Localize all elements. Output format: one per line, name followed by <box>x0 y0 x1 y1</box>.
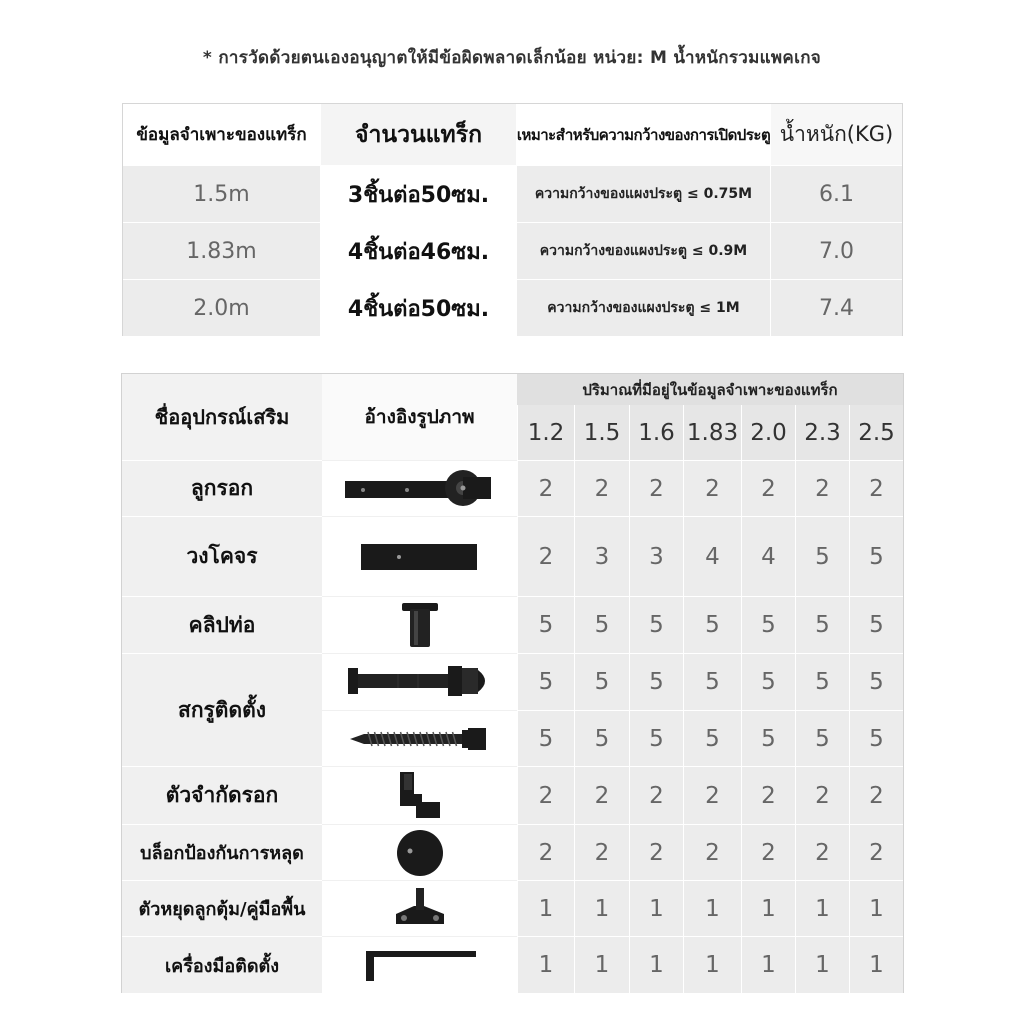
quantity-cell <box>574 766 629 824</box>
accessory-name-cell <box>122 516 322 596</box>
quantity-value: 4 <box>705 543 720 570</box>
quantity-cell <box>574 880 629 936</box>
quantity-value: 5 <box>649 612 664 638</box>
quantity-value: 1 <box>705 895 720 922</box>
quantity-value: 5 <box>594 669 610 695</box>
spec-row <box>123 280 902 336</box>
quantity-value: 1 <box>594 952 610 978</box>
allen-key-icon <box>322 936 517 993</box>
size-header-cell <box>574 405 629 460</box>
quantity-value: 2 <box>761 475 776 502</box>
quantity-value: 2 <box>761 839 776 866</box>
quantity-value: 2 <box>869 475 884 502</box>
quantity-value: 1 <box>649 895 664 922</box>
quantity-value: 5 <box>538 725 554 752</box>
accessory-name-cell <box>122 596 322 653</box>
spec-width-value: ความกว้างของแผงประตู ≤ 1M <box>547 300 740 316</box>
spec-length <box>123 280 321 336</box>
quantity-value: 2 <box>594 839 610 866</box>
quantity-cell <box>683 653 741 710</box>
spec-weight <box>771 223 902 280</box>
quantity-value: 5 <box>869 725 884 752</box>
quantity-cell <box>795 880 849 936</box>
quantity-cell <box>683 596 741 653</box>
accessory-header-name-label: ชื่ออุปกรณ์เสริม <box>154 405 290 429</box>
track-rail-icon <box>322 516 517 596</box>
spec-count <box>321 280 517 336</box>
quantity-value: 2 <box>869 839 884 866</box>
quantity-value: 5 <box>869 669 884 695</box>
quantity-value: 5 <box>705 725 720 752</box>
quantity-cell <box>683 516 741 596</box>
size-header-label: 1.6 <box>638 419 675 446</box>
quantity-cell <box>574 516 629 596</box>
quantity-cell <box>683 936 741 993</box>
quantity-cell <box>741 460 795 516</box>
spec-length-value: 1.83m <box>186 238 257 264</box>
quantity-cell <box>517 516 574 596</box>
spec-count-value: 4ชิ้นต่อ50ซม. <box>347 296 490 322</box>
quantity-cell <box>741 766 795 824</box>
spec-header-weight <box>771 104 902 166</box>
spec-width <box>517 223 771 280</box>
quantity-cell <box>741 880 795 936</box>
accessory-name: วงโคจร <box>186 544 258 568</box>
spec-count-value: 3ชิ้นต่อ50ซม. <box>347 182 490 208</box>
quantity-cell <box>741 653 795 710</box>
quantity-cell <box>629 596 683 653</box>
quantity-cell <box>849 710 903 766</box>
quantity-cell <box>849 460 903 516</box>
spec-header-count <box>321 104 517 166</box>
spec-width-value: ความกว้างของแผงประตู ≤ 0.75M <box>534 186 753 202</box>
spec-header-length-label: ข้อมูลจำเพาะของแทร็ก <box>136 125 307 145</box>
size-header-cell <box>795 405 849 460</box>
accessory-name: คลิปท่อ <box>188 612 256 637</box>
quantity-value: 1 <box>649 952 664 978</box>
accessory-name-cell <box>122 766 322 824</box>
quantity-cell <box>795 516 849 596</box>
quantity-cell <box>574 710 629 766</box>
quantity-value: 5 <box>761 612 776 638</box>
spec-width <box>517 280 771 336</box>
quantity-cell <box>517 766 574 824</box>
quantity-value: 2 <box>869 782 884 809</box>
quantity-cell <box>629 824 683 880</box>
quantity-cell <box>517 936 574 993</box>
quantity-value: 1 <box>705 952 720 978</box>
quantity-value: 5 <box>761 725 776 752</box>
accessory-name: ลูกรอก <box>190 476 254 500</box>
quantity-cell <box>574 460 629 516</box>
quantity-value: 2 <box>538 475 554 502</box>
quantity-value: 2 <box>815 475 830 502</box>
spec-length <box>123 166 321 223</box>
quantity-value: 2 <box>815 839 830 866</box>
measurement-note: * การวัดด้วยตนเองอนุญาตให้มีข้อผิดพลาดเล็กน้อย หน่วย: M น้ำหนักรวมแพคเกจ <box>202 48 822 68</box>
spec-header-width <box>517 104 771 166</box>
quantity-value: 2 <box>538 839 554 866</box>
quantity-value: 5 <box>869 543 884 570</box>
quantity-cell <box>741 936 795 993</box>
spacer-clip-icon <box>322 596 517 653</box>
size-header-label: 2.5 <box>858 419 895 446</box>
quantity-cell <box>517 824 574 880</box>
quantity-cell <box>683 824 741 880</box>
quantity-cell <box>574 824 629 880</box>
quantity-value: 5 <box>869 612 884 638</box>
quantity-cell <box>574 596 629 653</box>
quantity-cell <box>683 460 741 516</box>
quantity-value: 1 <box>869 895 884 922</box>
accessory-name: สกรูติดตั้ง <box>178 697 266 722</box>
spec-row <box>123 223 902 280</box>
accessory-name: เครื่องมือติดตั้ง <box>165 955 279 977</box>
quantity-cell <box>741 824 795 880</box>
quantity-cell <box>629 653 683 710</box>
quantity-value: 3 <box>594 543 610 570</box>
quantity-value: 2 <box>649 475 664 502</box>
quantity-cell <box>629 880 683 936</box>
accessory-header-image <box>322 374 517 460</box>
quantity-value: 3 <box>649 543 664 570</box>
quantity-value: 4 <box>761 543 776 570</box>
size-header-label: 1.5 <box>583 419 621 446</box>
quantity-value: 5 <box>815 725 830 752</box>
quantity-cell <box>741 516 795 596</box>
quantity-value: 2 <box>594 782 610 809</box>
quantity-cell <box>741 710 795 766</box>
track-spec-table <box>122 103 903 336</box>
quantity-cell <box>795 824 849 880</box>
spec-weight <box>771 280 902 336</box>
quantity-cell <box>574 653 629 710</box>
quantity-value: 2 <box>815 782 830 809</box>
quantity-value: 1 <box>594 895 610 922</box>
floor-guide-icon <box>322 880 517 936</box>
quantity-value: 5 <box>815 543 830 570</box>
roller-hanger-icon <box>322 460 517 516</box>
spec-header-row <box>123 104 902 166</box>
spec-weight <box>771 166 902 223</box>
quantity-cell <box>517 653 574 710</box>
quantity-cell <box>849 824 903 880</box>
spec-length-value: 1.5m <box>193 181 250 207</box>
accessory-name-cell <box>122 460 322 516</box>
quantity-cell <box>629 936 683 993</box>
size-header-cell <box>517 405 574 460</box>
quantity-cell <box>683 710 741 766</box>
quantity-cell <box>629 460 683 516</box>
quantity-value: 5 <box>705 612 720 638</box>
spec-length <box>123 223 321 280</box>
quantity-cell <box>683 880 741 936</box>
size-header-cell <box>629 405 683 460</box>
accessory-name-cell <box>122 880 322 936</box>
quantity-cell <box>517 880 574 936</box>
spec-count <box>321 223 517 280</box>
quantity-value: 2 <box>705 475 720 502</box>
spec-weight-value: 7.0 <box>819 238 854 264</box>
spec-width-value: ความกว้างของแผงประตู ≤ 0.9M <box>539 243 748 259</box>
quantity-value: 1 <box>538 952 554 978</box>
quantity-value: 5 <box>594 725 610 752</box>
quantity-cell <box>741 596 795 653</box>
quantity-cell <box>849 766 903 824</box>
quantity-cell <box>849 936 903 993</box>
quantity-cell <box>849 516 903 596</box>
accessory-table <box>121 373 904 993</box>
spec-length-value: 2.0m <box>193 295 250 321</box>
size-header-label: 2.0 <box>750 419 787 446</box>
quantity-value: 2 <box>538 782 554 809</box>
quantity-value: 5 <box>705 669 720 695</box>
quantity-cell <box>517 710 574 766</box>
size-header-label: 1.2 <box>527 419 565 446</box>
spec-header-width-label: เหมาะสำหรับความกว้างของการเปิดประตู <box>517 125 771 144</box>
quantity-value: 5 <box>649 669 664 695</box>
quantity-value: 2 <box>649 839 664 866</box>
lag-screw-icon <box>322 710 517 766</box>
quantity-cell <box>795 710 849 766</box>
quantity-cell <box>795 596 849 653</box>
quantity-value: 2 <box>649 782 664 809</box>
anti-jump-disc-icon <box>322 824 517 880</box>
quantity-cell <box>849 596 903 653</box>
quantity-value: 2 <box>705 782 720 809</box>
accessory-name: ตัวหยุดลูกตุ้ม/คู่มือพื้น <box>138 899 306 920</box>
accessory-name-cell <box>122 936 322 993</box>
quantity-value: 1 <box>815 952 830 978</box>
quantity-cell <box>795 460 849 516</box>
size-header-label: 2.3 <box>804 419 841 446</box>
quantity-cell <box>683 766 741 824</box>
quantity-value: 5 <box>538 669 554 695</box>
spec-header-length <box>123 104 321 166</box>
spec-count-value: 4ชิ้นต่อ46ซม. <box>347 239 490 265</box>
quantity-value: 5 <box>815 612 830 638</box>
spec-row <box>123 166 902 223</box>
spec-count <box>321 166 517 223</box>
stopper-icon <box>322 766 517 824</box>
accessory-name: บล็อกป้องกันการหลุด <box>140 843 304 864</box>
quantity-value: 2 <box>705 839 720 866</box>
spec-width <box>517 166 771 223</box>
quantity-value: 1 <box>869 952 884 978</box>
accessory-header-available <box>517 374 903 405</box>
quantity-value: 2 <box>538 543 554 570</box>
spec-header-count-label: จำนวนแทร็ก <box>354 121 483 148</box>
quantity-value: 5 <box>649 725 664 752</box>
bolt-icon <box>322 653 517 710</box>
spec-weight-value: 7.4 <box>819 295 854 321</box>
quantity-cell <box>517 596 574 653</box>
quantity-value: 1 <box>815 895 830 922</box>
spec-weight-value: 6.1 <box>819 181 854 207</box>
quantity-value: 1 <box>761 952 776 978</box>
size-header-cell <box>741 405 795 460</box>
accessory-name: ตัวจำกัดรอก <box>165 783 279 807</box>
quantity-value: 1 <box>538 895 554 922</box>
quantity-cell <box>795 936 849 993</box>
spec-header-weight-label: น้ำหนัก(KG) <box>779 122 894 146</box>
accessory-name-cell <box>122 653 322 766</box>
accessory-name-cell <box>122 824 322 880</box>
quantity-value: 5 <box>538 612 554 638</box>
quantity-value: 1 <box>761 895 776 922</box>
size-header-cell <box>683 405 741 460</box>
quantity-cell <box>795 766 849 824</box>
quantity-cell <box>629 516 683 596</box>
accessory-header-name <box>122 374 322 460</box>
quantity-cell <box>795 653 849 710</box>
quantity-value: 5 <box>815 669 830 695</box>
accessory-header-available-label: ปริมาณที่มีอยู่ในข้อมูลจำเพาะของแทร็ก <box>582 380 838 399</box>
quantity-value: 2 <box>761 782 776 809</box>
quantity-cell <box>574 936 629 993</box>
size-header-label: 1.83 <box>686 419 739 446</box>
quantity-value: 2 <box>594 475 610 502</box>
quantity-cell <box>629 710 683 766</box>
quantity-value: 5 <box>761 669 776 695</box>
quantity-cell <box>849 880 903 936</box>
quantity-cell <box>849 653 903 710</box>
accessory-header-image-label: อ้างอิงรูปภาพ <box>364 406 475 428</box>
size-header-cell <box>849 405 903 460</box>
quantity-value: 5 <box>594 612 610 638</box>
quantity-cell <box>629 766 683 824</box>
quantity-cell <box>517 460 574 516</box>
